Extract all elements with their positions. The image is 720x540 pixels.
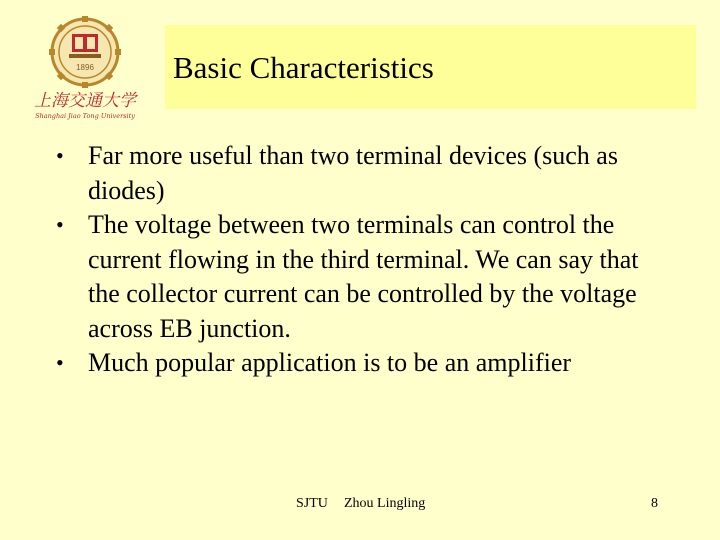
seal-emblem [49,16,121,88]
bullet-marker: • [56,350,64,375]
footer-author: Zhou Lingling [344,496,426,511]
bullet-item [56,139,656,208]
logo-chinese-name: 上海交通大学 [34,91,136,111]
slide-title: Basic Characteristics [173,50,434,85]
bullet-marker: • [56,143,64,168]
bullet-text: The voltage between two terminals can control the current flowing in the third terminal. We can say that the collector current can be controlled by the voltage across EB junction. [88,210,639,343]
title-band [165,25,696,109]
bullet-text: Far more useful than two terminal devices (such as diodes) [88,141,618,205]
footer-institution: SJTU [296,496,328,511]
bullet-list [56,139,656,381]
seal-year: 1896 [76,63,94,72]
bullet-text: Much popular application is to be an amplifier [88,348,572,377]
bullet-marker: • [56,212,64,237]
logo-english-name: Shanghai Jiao Tong University [35,112,135,120]
university-logo [14,14,156,122]
bullet-item [56,346,656,381]
bullet-item [56,208,656,346]
page-number: 8 [651,496,658,511]
